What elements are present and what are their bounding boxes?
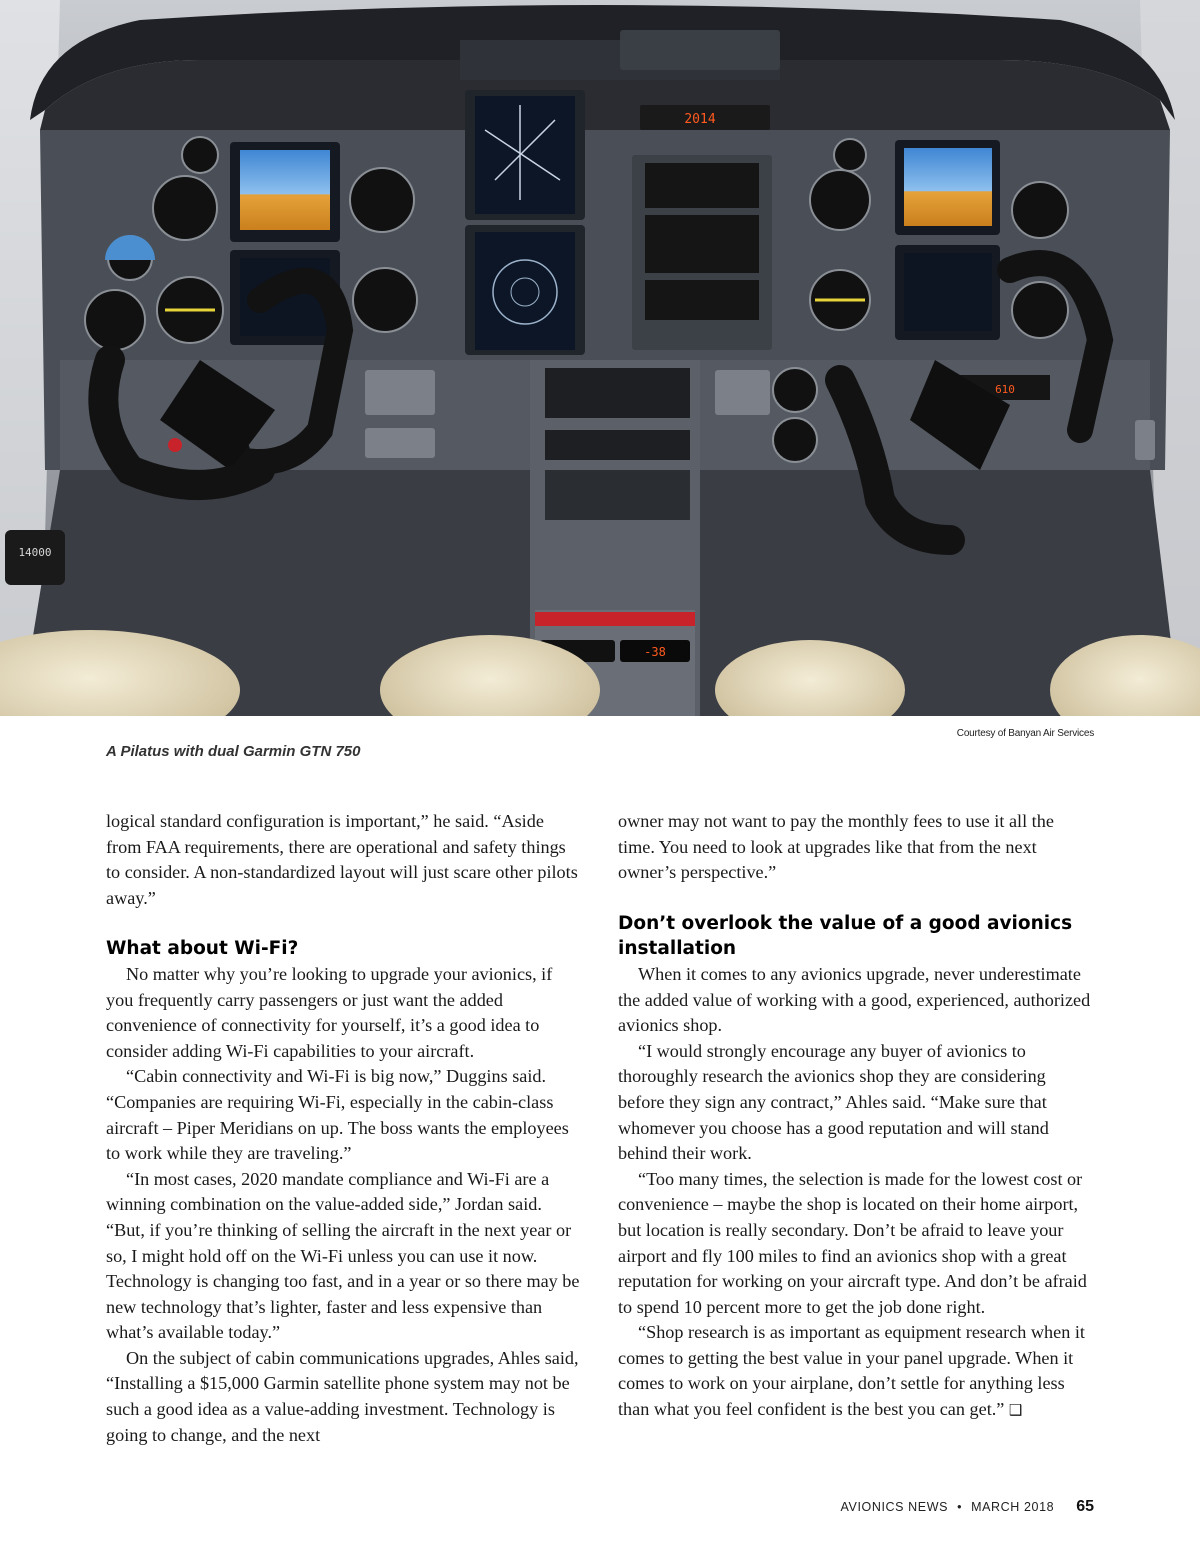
paragraph: owner may not want to pay the monthly fees to use it all the time. You need to look at upgrades like that from the next owner’s perspective.”	[618, 811, 1054, 883]
svg-text:2014: 2014	[684, 112, 716, 127]
cockpit-illustration	[0, 0, 1200, 716]
separator-dot: •	[957, 1500, 963, 1514]
svg-text:610: 610	[995, 383, 1015, 396]
paragraph-text: “Shop research is as important as equipment research when it comes to getting the best value in your panel upgrade. When it comes to work on your airplane, don’t settle for anything less than what you feel confident is the best you can get.”	[618, 1322, 1085, 1420]
paragraph: No matter why you’re looking to upgrade your avionics, if you frequently carry passengers or just want the added convenience of connectivity for yourself, it’s a good idea to consider adding Wi-Fi capabilities to your aircraft.	[106, 963, 553, 1061]
paragraph	[618, 1320, 1094, 1423]
svg-text:-38: -38	[644, 645, 666, 659]
publication-name: AVIONICS NEWS	[840, 1500, 949, 1514]
left-column	[106, 809, 582, 1448]
paragraph: “I would strongly encourage any buyer of avionics to thoroughly research the avionics shop they are considering before they sign any contract,” Ahles said. “Make sure that whomever you choose has a good reputation and will stand behind their work.	[618, 1040, 1049, 1164]
issue-date: MARCH 2018	[971, 1500, 1055, 1514]
end-mark-icon: ❑	[1008, 1401, 1023, 1420]
page-footer	[841, 1498, 1095, 1516]
page-number: 65	[1076, 1498, 1094, 1515]
paragraph: logical standard configuration is important,” he said. “Aside from FAA requirements, there are operational and safety things to consider. A non-standardized layout will just scare other pilots away.”	[106, 811, 578, 908]
paragraph: “Too many times, the selection is made for the lowest cost or convenience – maybe the shop is located on their home airport, but location is really secondary. Don’t be afraid to leave your airport and fly 100 miles to find an avionics shop with a great reputation for working on your aircraft type. And don’t be afraid to spend 10 percent more to get the job done right.	[618, 1168, 1087, 1317]
photo-credit: Courtesy of Banyan Air Services	[956, 728, 1094, 739]
paragraph: When it comes to any avionics upgrade, never underestimate the added value of working with a good, experienced, authorized avionics shop.	[618, 963, 1091, 1036]
section-heading-installation: Don’t overlook the value of a good avionics installation	[618, 912, 1073, 960]
cockpit-photo	[0, 0, 1200, 716]
altitude-readout: 14000	[18, 546, 52, 559]
photo-caption: A Pilatus with dual Garmin GTN 750	[106, 743, 361, 760]
paragraph: “Cabin connectivity and Wi-Fi is big now,” Duggins said. “Companies are requiring Wi-Fi, especially in the cabin-class aircraft – Piper Meridians on up. The boss wants the employees to work while they are traveling.”	[106, 1066, 569, 1164]
paragraph: On the subject of cabin communications upgrades, Ahles said, “Installing a $15,000 Garmin satellite phone system may not be such a good idea as a value-adding investment. Technology is going to change, and the next	[106, 1347, 579, 1445]
right-column	[618, 809, 1094, 1424]
paragraph: “In most cases, 2020 mandate compliance and Wi-Fi are a winning combination on the value-added side,” Jordan said. “But, if you’re thinking of selling the aircraft in the next year or so, I might hold off on the Wi-Fi unless you can use it now. Technology is changing too fast, and in a year or so there may be new technology that’s lighter, faster and less expensive than what’s available today.”	[106, 1168, 580, 1343]
section-heading-wifi: What about Wi-Fi?	[106, 938, 299, 960]
